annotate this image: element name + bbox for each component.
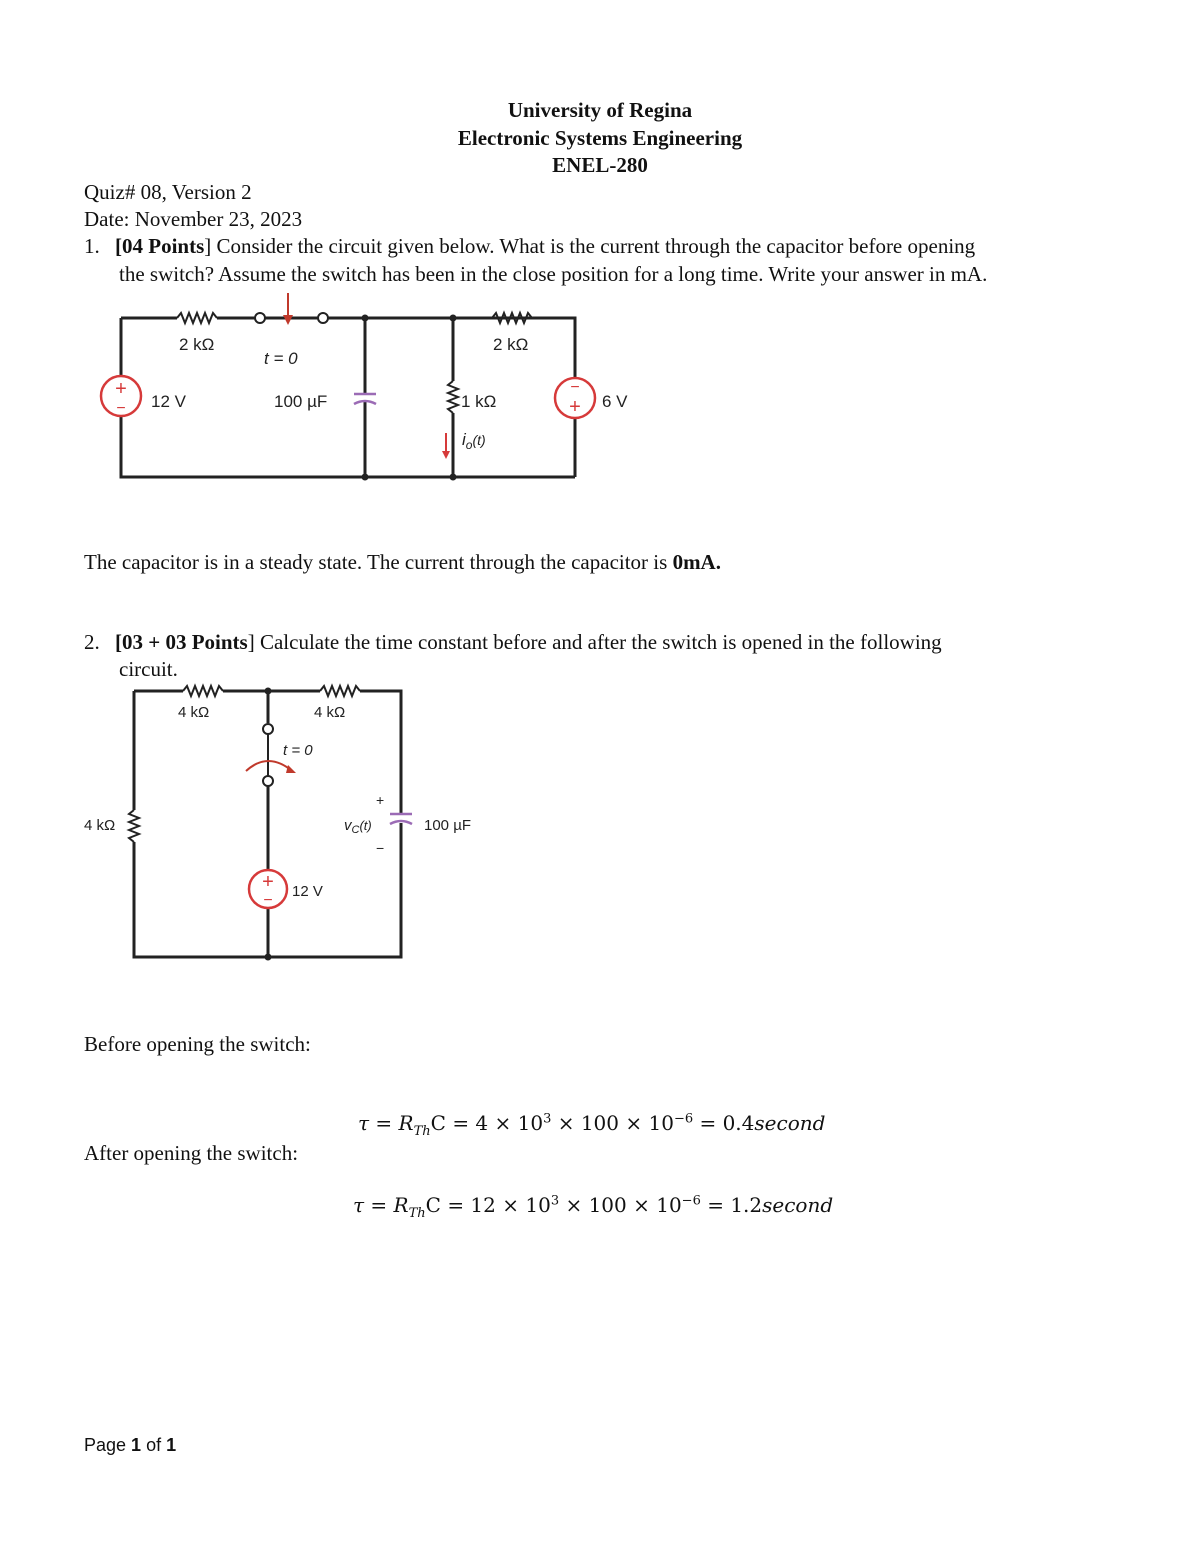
label-r-top-right: 4 kΩ — [314, 704, 346, 721]
question-points: [03 + 03 Points — [115, 630, 248, 654]
after-label: After opening the switch: — [84, 1141, 299, 1165]
label-cap: 100 µF — [424, 817, 471, 834]
answer-value: 0mA. — [672, 550, 721, 574]
page-number: Page 1 of 1 — [84, 1435, 177, 1455]
label-source-left: 12 V — [151, 392, 186, 411]
question-1-answer: The capacitor is in a steady state. The current through the capacitor is 0mA. — [84, 550, 721, 574]
question-points: [04 Points — [115, 234, 205, 258]
circuit-1-diagram — [90, 285, 650, 495]
svg-text:+: + — [262, 871, 274, 893]
question-text: ] Consider the circuit given below. What is the current through the capacitor before opening — [204, 234, 976, 258]
question-2-line-2: circuit. — [119, 657, 178, 681]
label-switch: t = 0 — [264, 349, 298, 368]
department-name: Electronic Systems Engineering — [457, 126, 743, 150]
label-current: $i_o^{(t)}$ — [462, 430, 486, 452]
question-number: 1. — [84, 234, 100, 258]
equation-before: $\tau = R_{Th}C = 4 \times 10^3 \times 100 \times 10^{-6}$ = 0.4second — [358, 1111, 826, 1139]
quiz-title: Quiz# 08, Version 2 — [84, 180, 252, 204]
label-r-mid: 1 kΩ — [461, 392, 497, 411]
label-cap: 100 µF — [274, 392, 328, 411]
label-r-top-left: 4 kΩ — [178, 704, 210, 721]
before-label: Before opening the switch: — [84, 1032, 311, 1056]
label-plus: + — [376, 792, 385, 808]
equation-after: $\tau = R_{Th}C = 12 \times 10^3 \times 100 \times 10^{-6}$ = 1.2second — [353, 1193, 834, 1221]
label-source-right: 6 V — [602, 392, 628, 411]
label-r-left: 2 kΩ — [179, 335, 215, 354]
circuit-2-diagram — [78, 675, 498, 970]
svg-text:+: + — [115, 378, 127, 400]
svg-text:+: + — [569, 396, 581, 418]
label-minus: − — [376, 840, 385, 856]
label-source: 12 V — [292, 883, 323, 900]
svg-text:−: − — [570, 379, 580, 396]
label-r-left: 4 kΩ — [84, 817, 116, 834]
question-number: 2. — [84, 630, 100, 654]
quiz-date: Date: November 23, 2023 — [84, 207, 303, 231]
label-cap-voltage: $v_C(t)$ — [344, 817, 372, 836]
course-code: ENEL-280 — [552, 153, 648, 177]
question-1-line-1 — [84, 233, 975, 259]
question-1-line-2: the switch? Assume the switch has been in the close position for a long time. Write your answer in mA. — [119, 262, 988, 286]
question-text: ] Calculate the time constant before and after the switch is opened in the following — [247, 630, 942, 654]
svg-text:−: − — [116, 400, 126, 417]
question-2-line-1 — [84, 629, 942, 655]
label-r-right: 2 kΩ — [493, 335, 529, 354]
label-switch: t = 0 — [283, 742, 313, 759]
university-name: University of Regina — [507, 98, 693, 122]
svg-text:−: − — [263, 892, 273, 909]
